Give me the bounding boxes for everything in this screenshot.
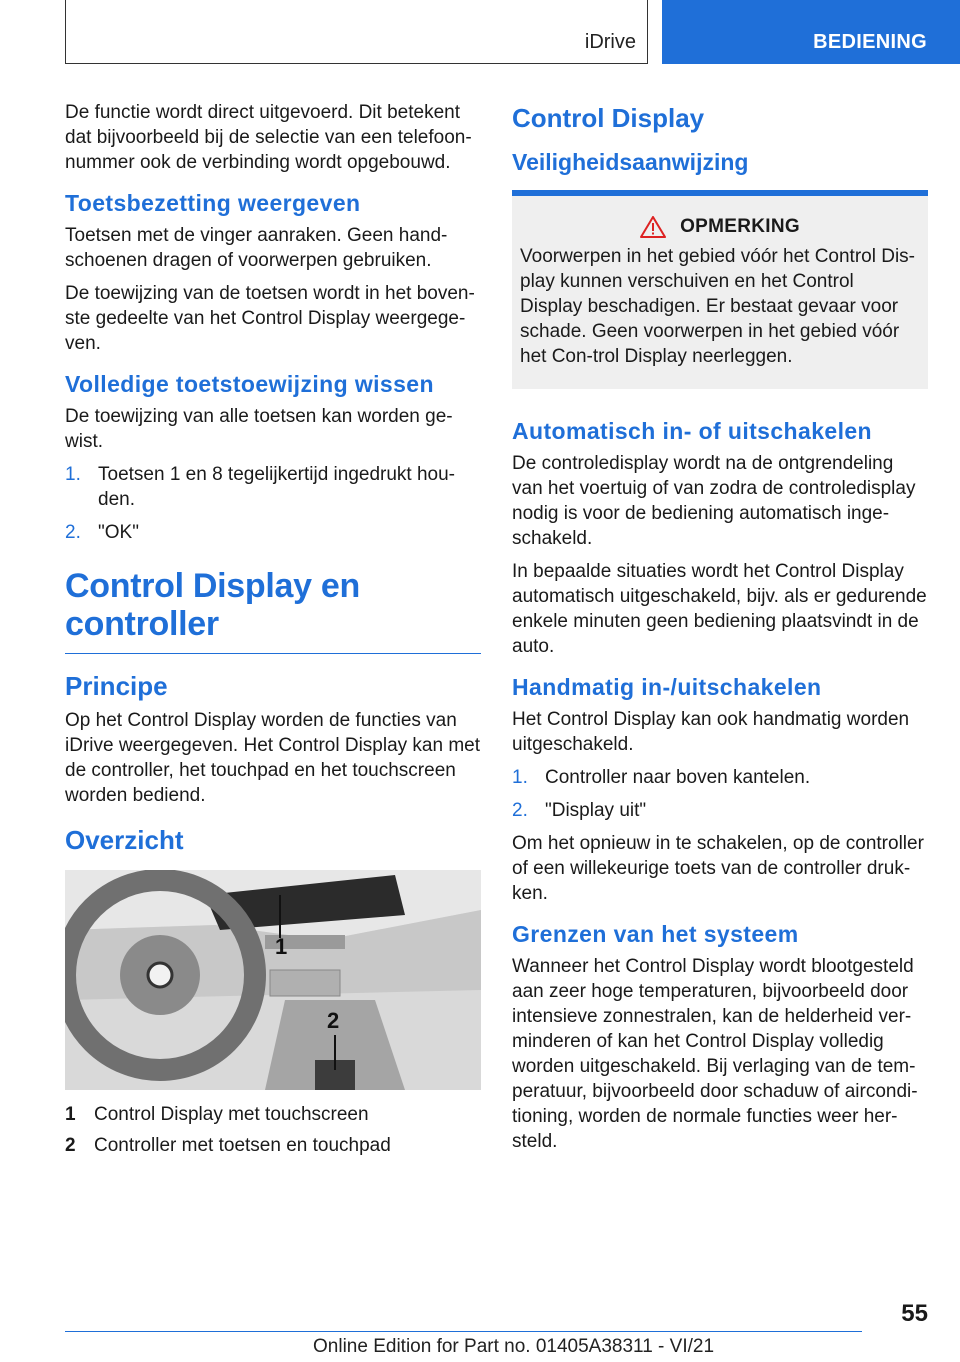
paragraph: Wanneer het Control Display wordt blootgesteld aan zeer hoge temperaturen, bijvoorbeeld door intensieve zonnestralen, kan de helderheid ver-minderen of kan het Control Display volledig worden uitgeschakeld. Bij verlaging van de tem-peratuur, bijvoorbeeld door schaduw of aircondi-tioning, worden de normale functies weer her-steld. <box>512 956 918 1152</box>
left-column <box>65 100 481 1164</box>
warning-triangle-icon <box>640 216 666 238</box>
list-item <box>512 765 928 790</box>
list-item <box>65 520 481 545</box>
paragraph: De toewijzing van alle toetsen kan worden ge-wist. <box>65 406 453 452</box>
list-number: 1. <box>65 464 81 485</box>
legend-text: Control Display met touchscreen <box>94 1104 369 1125</box>
dashboard-photo <box>65 870 481 1090</box>
list-text: Toetsen 1 en 8 tegelijkertijd ingedrukt hou-den. <box>98 464 456 510</box>
paragraph: De toewijzing van de toetsen wordt in het boven-ste gedeelte van het Control Display weergege-ven. <box>65 283 475 354</box>
legend-number: 1 <box>65 1104 76 1125</box>
legend-number: 2 <box>65 1135 76 1156</box>
list-item <box>512 798 928 823</box>
list-text: "OK" <box>98 522 139 543</box>
photo-legend <box>65 1102 481 1158</box>
list-number: 1. <box>512 767 528 788</box>
paragraph: Het Control Display kan ook handmatig worden uitgeschakeld. <box>512 709 910 755</box>
callout-1: 1 <box>275 934 288 959</box>
paragraph: De controledisplay wordt na de ontgrendeling van het voertuig of van zodra de controledisplay nodig is voor de bediening automatisch inge-schakeld. <box>512 453 916 549</box>
heading-overzicht: Overzicht <box>65 825 184 855</box>
paragraph: Om het opnieuw in te schakelen, op de controller of een willekeurige toets van de controller druk-ken. <box>512 833 924 904</box>
paragraph: Toetsen met de vinger aanraken. Geen hand-schoenen dragen of voorwerpen gebruiken. <box>65 225 448 271</box>
right-column <box>512 100 928 1162</box>
list-number: 2. <box>512 800 528 821</box>
heading-grenzen: Grenzen van het systeem <box>512 921 799 947</box>
list-number: 2. <box>65 522 81 543</box>
paragraph: Op het Control Display worden de functies van iDrive weergegeven. Het Control Display kan met de controller, het touchpad en het touchscreen worden bediend. <box>65 710 481 806</box>
steps-list <box>65 462 481 545</box>
paragraph: In bepaalde situaties wordt het Control Display automatisch uitgeschakeld, bijv. als er gedurende enkele minuten geen bediening plaatsvindt in de auto. <box>512 561 927 657</box>
list-text: "Display uit" <box>545 800 647 821</box>
notice-title: OPMERKING <box>680 216 800 237</box>
legend-item <box>65 1102 481 1127</box>
callout-2: 2 <box>327 1008 340 1033</box>
heading-control-display: Control Display <box>512 103 705 133</box>
dashboard-illustration <box>65 870 481 1090</box>
heading-toetstoewijzing-wissen: Volledige toetstoewijzing wissen <box>65 371 434 397</box>
intro-paragraph: De functie wordt direct uitgevoerd. Dit betekent dat bijvoorbeeld bij de selectie van een telefoon-nummer ook de verbinding wordt opgebouwd. <box>65 102 472 173</box>
notice-text: Voorwerpen in het gebied vóór het Control Dis-play kunnen verschuiven en het Control Display beschadigen. Er bestaat gevaar voor schade. Geen voorwerpen in het gebied vóór het Con-trol Display neerleggen. <box>520 246 916 367</box>
footer-rule <box>65 1331 862 1332</box>
chapter-heading: Control Display en controller <box>65 567 481 654</box>
notice-box <box>512 190 928 389</box>
heading-veiligheidsaanwijzing: Veiligheidsaanwijzing <box>512 149 749 175</box>
legend-text: Controller met toetsen en touchpad <box>94 1135 391 1156</box>
page-number: 55 <box>901 1300 928 1327</box>
heading-handmatig: Handmatig in-/uitschakelen <box>512 674 822 700</box>
heading-toetsbezetting: Toetsbezetting weergeven <box>65 190 361 216</box>
list-item <box>65 462 481 512</box>
heading-principe: Principe <box>65 671 168 701</box>
footer-edition: Online Edition for Part no. 01405A38311 - VI/21 <box>313 1336 715 1357</box>
heading-automatisch: Automatisch in- of uitschakelen <box>512 418 873 444</box>
header-section-title: iDrive <box>584 31 636 53</box>
steps-list <box>512 765 928 823</box>
notice-header <box>520 216 920 238</box>
legend-item <box>65 1133 481 1158</box>
list-text: Controller naar boven kantelen. <box>545 767 811 788</box>
header-chapter-tab: BEDIENING <box>662 0 960 64</box>
